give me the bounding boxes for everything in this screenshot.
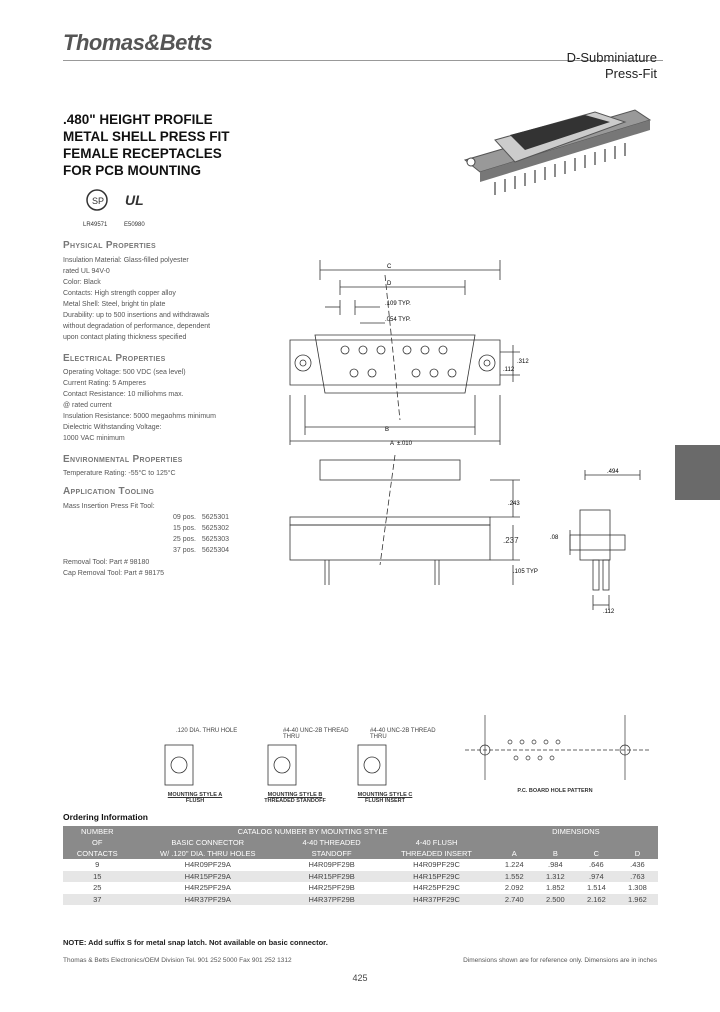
tool-row — [173, 534, 229, 545]
ordering-note: NOTE: Add suffix S for metal snap latch. Not available on basic connector. — [63, 938, 328, 947]
cell: 15 — [63, 871, 132, 883]
ordering-table — [63, 826, 658, 905]
dim-494: .494 — [607, 469, 619, 475]
cell: 1.852 — [545, 883, 565, 892]
mount-label: MOUNTING STYLE A — [167, 792, 223, 798]
page-number: 425 — [352, 973, 368, 983]
prop-line: Insulation Material: Glass-filled polyester — [63, 257, 189, 264]
ordering-title: Ordering Information — [63, 812, 148, 822]
tooling-intro: Mass Insertion Press Fit Tool: — [63, 503, 155, 510]
mounting-caption-b — [245, 792, 345, 804]
header-row — [63, 837, 658, 848]
dim-109: .109 TYP. — [385, 301, 411, 307]
side-view-drawing — [285, 455, 545, 595]
end-view-drawing — [545, 465, 655, 615]
cell: H4R09PF29B — [308, 860, 355, 869]
prop-line: Contacts: High strength copper alloy — [63, 290, 176, 297]
mounting-caption-a — [150, 792, 240, 804]
cell: .974 — [576, 871, 617, 883]
mount-sub: FLUSH INSERT — [364, 798, 406, 804]
dim-237: .237 — [503, 536, 519, 545]
col-contacts: CONTACTS — [63, 848, 132, 859]
mounting-note: #4-40 UNC-2B THREAD THRU — [370, 728, 436, 740]
dim-a-tol: ±.010 — [397, 441, 412, 447]
col-basic2: W/ .120" DIA. THRU HOLES — [132, 848, 284, 859]
cell: H4R37PF29C — [379, 894, 494, 906]
dim-054: .054 TYP. — [385, 317, 411, 323]
tool-pos: 09 pos. — [173, 514, 196, 521]
cell: H4R25PF29C — [413, 883, 460, 892]
cell: 1.224 — [504, 860, 524, 869]
tool-pos: 37 pos. — [173, 547, 196, 554]
prop-line: Metal Shell: Steel, bright tin plate — [63, 301, 166, 308]
prop-line: Operating Voltage: 500 VDC (sea level) — [63, 369, 186, 376]
tool-row — [173, 523, 229, 534]
prop-line: Temperature Rating: -55°C to 125°C — [63, 470, 176, 477]
title-line: FEMALE RECEPTACLES — [63, 146, 222, 161]
cell: .436 — [630, 860, 645, 869]
dim-312: .312 — [517, 359, 529, 365]
cell: 2.500 — [535, 894, 576, 906]
col-standoff1: 4-40 THREADED — [284, 837, 379, 848]
ul-number: E50980 — [124, 222, 145, 228]
col-dimensions: DIMENSIONS — [494, 826, 658, 837]
cap-removal-tool: Cap Removal Tool: Part # 98175 — [63, 570, 165, 577]
cell: H4R15PF29A — [132, 871, 284, 883]
tool-row — [173, 545, 229, 556]
dim-b: B — [385, 427, 390, 433]
tool-part: 5625303 — [201, 536, 230, 543]
pcb-hole-pattern-drawing — [460, 710, 660, 790]
physical-heading: Physical Properties — [63, 240, 156, 251]
prop-line: upon contact plating thickness specified — [63, 334, 187, 341]
removal-tool: Removal Tool: Part # 98180 — [63, 559, 150, 566]
tool-pos: 15 pos. — [173, 525, 196, 532]
mount-sub: THREADED STANDOFF — [264, 798, 326, 804]
cell: .763 — [617, 871, 658, 883]
electrical-list — [63, 367, 253, 444]
cell: H4R25PF29A — [184, 883, 231, 892]
col-a: A — [494, 848, 535, 859]
category-label: D-Subminiature — [566, 50, 657, 65]
front-view-drawing — [285, 255, 565, 455]
cell: 2.092 — [504, 883, 524, 892]
ul-icon: UL — [125, 192, 144, 208]
col-c: C — [576, 848, 617, 859]
title-line: METAL SHELL PRESS FIT — [63, 129, 230, 144]
table-row — [63, 882, 658, 894]
cell: 1.552 — [494, 871, 535, 883]
title-line: FOR PCB MOUNTING — [63, 163, 201, 178]
mounting-note: #4-40 UNC-2B THREAD THRU — [283, 728, 349, 740]
cell: H4R25PF29B — [308, 883, 355, 892]
tool-part: 5625301 — [201, 514, 230, 521]
cell: H4R09PF29A — [184, 860, 231, 869]
footer-contact: Thomas & Betts Electronics/OEM Division Tel. 901 252 5000 Fax 901 252 1312 — [63, 957, 292, 964]
tool-row — [173, 512, 229, 523]
table-row — [63, 859, 658, 871]
mount-sub: FLUSH — [185, 798, 205, 804]
cell: 25 — [93, 883, 102, 892]
cell: H4R09PF29C — [413, 860, 460, 869]
cell: 9 — [95, 860, 100, 869]
tool-part: 5625304 — [201, 547, 230, 554]
dim-c: C — [387, 264, 392, 270]
product-title — [63, 111, 363, 179]
dim-08: .08 — [550, 535, 559, 541]
title-line: .480" HEIGHT PROFILE — [63, 112, 213, 127]
section-tab — [675, 445, 720, 500]
prop-line: Color: Black — [63, 279, 101, 286]
dim-a: A — [390, 441, 395, 447]
cell: .984 — [548, 860, 563, 869]
header-row — [63, 848, 658, 859]
cell: H4R15PF29C — [379, 871, 494, 883]
cell: 1.312 — [535, 871, 576, 883]
physical-list — [63, 255, 253, 343]
prop-line: 1000 VAC minimum — [63, 435, 125, 442]
svg-text:SP: SP — [92, 196, 105, 206]
brand-logo: Thomas&Betts — [63, 30, 213, 55]
subcategory-label: Press-Fit — [605, 66, 657, 81]
prop-line: Insulation Resistance: 5000 megaohms minimum — [63, 413, 216, 420]
cert-logos — [85, 187, 165, 217]
cell: H4R15PF29B — [284, 871, 379, 883]
col-insert2: THREADED INSERT — [379, 848, 494, 859]
prop-line: Current Rating: 5 Amperes — [63, 380, 146, 387]
prop-line: rated UL 94V-0 — [63, 268, 110, 275]
cell: .646 — [589, 860, 604, 869]
prop-line: Contact Resistance: 10 milliohms max. — [63, 391, 184, 398]
col-basic1: BASIC CONNECTOR — [132, 837, 284, 848]
col-of: OF — [63, 837, 132, 848]
col-number: NUMBER — [63, 826, 132, 837]
cell: H4R37PF29A — [132, 894, 284, 906]
prop-line: without degradation of performance, dependent — [63, 323, 211, 330]
dim-112: .112 — [503, 367, 515, 373]
cell: H4R37PF29B — [284, 894, 379, 906]
prop-line: Durability: up to 500 insertions and withdrawals — [63, 312, 210, 319]
pcb-caption: P.C. BOARD HOLE PATTERN — [517, 788, 593, 794]
col-d: D — [617, 848, 658, 859]
tooling-heading: Application Tooling — [63, 486, 155, 497]
tool-pos: 25 pos. — [173, 536, 196, 543]
table-row — [63, 894, 658, 906]
csa-number: LR49571 — [83, 222, 108, 228]
electrical-heading: Electrical Properties — [63, 353, 166, 364]
mounting-note: .120 DIA. THRU HOLE — [176, 728, 238, 734]
cell: 2.740 — [494, 894, 535, 906]
mount-label: MOUNTING STYLE C — [357, 792, 413, 798]
dim-105: .105 TYP — [513, 569, 538, 575]
prop-line: Dielectric Withstanding Voltage: — [63, 424, 162, 431]
environmental-heading: Environmental Properties — [63, 454, 183, 465]
cell: 2.162 — [576, 894, 617, 906]
cell: 37 — [63, 894, 132, 906]
col-insert1: 4-40 FLUSH — [379, 837, 494, 848]
environmental-list — [63, 468, 253, 479]
cell: 1.514 — [586, 883, 606, 892]
connector-photo — [455, 100, 655, 210]
footer-disclaimer: Dimensions shown are for reference only. Dimensions are in inches — [463, 957, 657, 964]
dim-d: D — [387, 281, 392, 287]
dim-112b: .112 — [603, 609, 615, 615]
col-b: B — [535, 848, 576, 859]
table-row — [63, 871, 658, 883]
tool-part: 5625302 — [201, 525, 230, 532]
col-catalog: CATALOG NUMBER BY MOUNTING STYLE — [132, 826, 494, 837]
dim-243: .243 — [508, 501, 520, 507]
cell: 1.962 — [617, 894, 658, 906]
mounting-caption-c — [340, 792, 430, 804]
prop-line: @ rated current — [63, 402, 112, 409]
mount-label: MOUNTING STYLE B — [267, 792, 323, 798]
cell: 1.308 — [628, 883, 647, 892]
col-standoff2: STANDOFF — [284, 848, 379, 859]
header-row — [63, 826, 658, 837]
